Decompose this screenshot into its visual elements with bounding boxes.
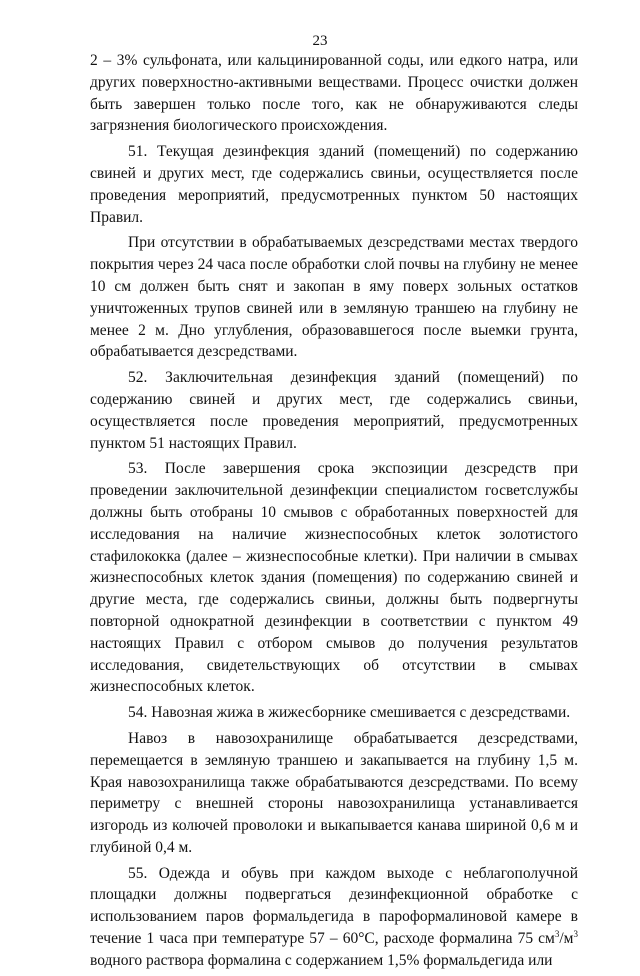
page-number: 23 bbox=[312, 33, 328, 49]
paragraph-53: 53. После завершения срока экспозиции дезсредств при проведении заключительной дезинфекции специалистом госветслужбы должны быть отобраны 10 смывов с обработанных поверхностей для исследования на наличие жизнеспособных клеток золотистого стафилококка (далее – жизнеспособные клетки). При наличии в смывах жизнеспособных клеток здания (помещения) по содержанию свиней и другие места, где содержались свиньи, должны быть подвергнуты повторной однократной дезинфекции в соответствии с пунктом 49 настоящих Правил с отбором смывов до получения результатов исследования, свидетельствующих об отсутствии в смывах жизнеспособных клеток. bbox=[90, 460, 578, 696]
paragraph-54: 54. Навозная жижа в жижесборнике смешивается с дезсредствами. bbox=[128, 704, 571, 722]
paragraph-manure-storage: Навоз в навозохранилище обрабатывается дезсредствами, перемещается в земляную траншею и закапывается на глубину 1,5 м. Края навозохранилища также обрабатываются дезсредствами. По всему периметру с внешней стороны навозохранилища устанавливается изгородь из колючей проволоки и выкапывается канава шириной 0,6 м и глубиной 0,4 м. bbox=[90, 729, 578, 856]
superscript-cm3: 3 bbox=[554, 928, 560, 939]
unit-per-m: /м bbox=[559, 930, 574, 948]
paragraph-55-text: 55. Одежда и обувь при каждом выходе с неблагополучной площадки должны подвергаться дезинфекционной обработке с использованием паров формальдегида в пароформалиновой камере в течение 1 часа при температуре 57 – 60°C, расходе формалина 75 см bbox=[90, 864, 578, 948]
superscript-m3: 3 bbox=[573, 928, 578, 939]
paragraph-soil-removal: При отсутствии в обрабатываемых дезсредствами местах твердого покрытия через 24 часа после обработки слой почвы на глубину не менее 10 см должен быть снят и закопан в яму поверх зольных остатков уничтоженных трупов свиней или в земляную траншею на глубину не менее 2 м. Дно углубления, образовавшегося после выемки грунта, обрабатывается дезсредствами. bbox=[90, 234, 578, 361]
paragraph-55-text-end: водного раствора формалина с содержанием 1,5% формальдегида или bbox=[90, 951, 553, 969]
paragraph-55 bbox=[90, 863, 578, 972]
paragraph-continuation: 2 – 3% сульфоната, или кальцинированной соды, или едкого натра, или других поверхностно-активными веществами. Процесс очистки должен быть завершен только после того, как не обнаруживаются следы загрязнения биологического происхождения. bbox=[90, 52, 578, 135]
paragraph-52: 52. Заключительная дезинфекция зданий (помещений) по содержанию свиней и других мест, где содержались свиньи, осуществляется после проведения мероприятий, предусмотренных пунктом 51 настоящих Правил. bbox=[90, 369, 578, 452]
paragraph-51: 51. Текущая дезинфекция зданий (помещений) по содержанию свиней и других мест, где содержались свиньи, осуществляется после проведения мероприятий, предусмотренных пунктом 50 настоящих Правил. bbox=[90, 143, 578, 226]
document-body bbox=[90, 50, 578, 976]
